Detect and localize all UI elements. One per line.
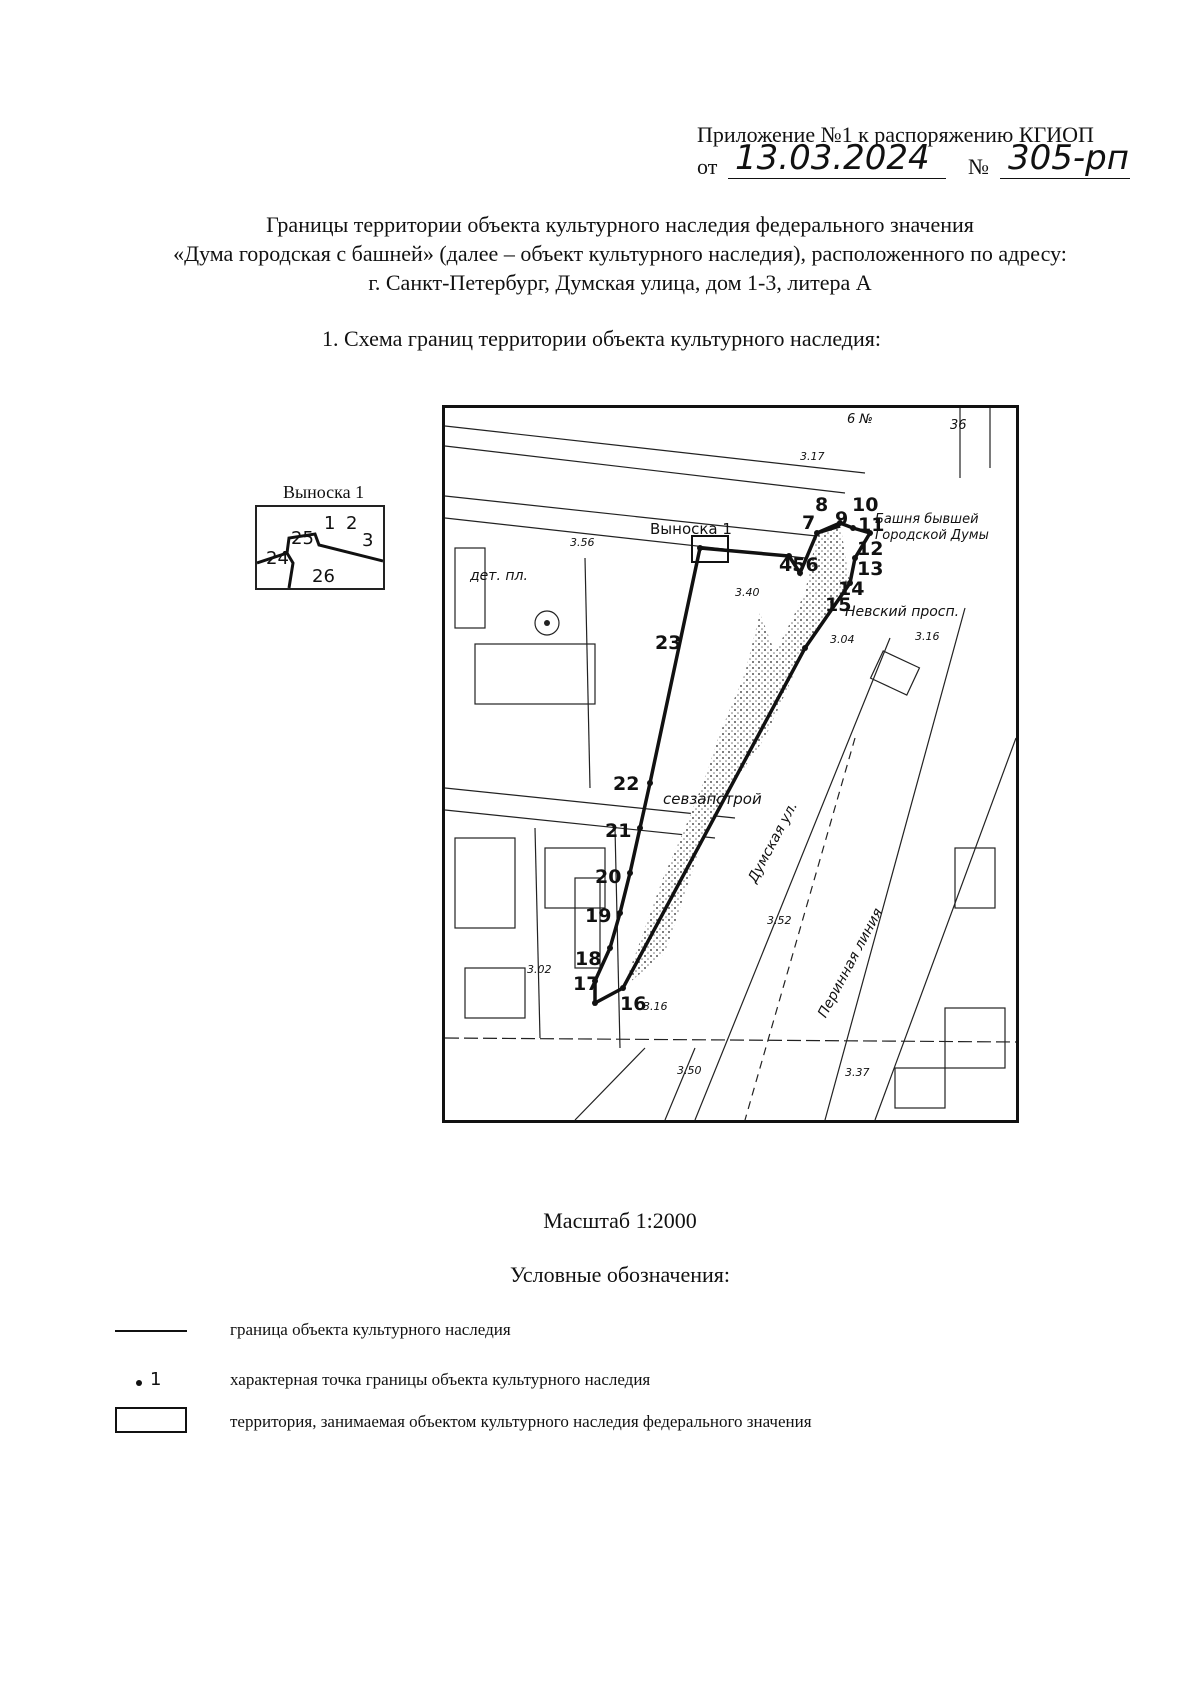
callout-point-25: 25	[291, 528, 314, 549]
map-point-13: 13	[857, 558, 884, 580]
map-point-23: 23	[655, 632, 682, 654]
map-point-16: 16	[620, 993, 647, 1015]
house-36: 36	[950, 418, 967, 433]
title-line-3: г. Санкт-Петербург, Думская улица, дом 1-3, литера А	[368, 270, 872, 295]
height-mark-2: 3.56	[570, 536, 595, 549]
map-scale: Масштаб 1:2000	[543, 1208, 697, 1233]
callout-point-3: 3	[362, 530, 374, 551]
legend-point-label: 1	[150, 1369, 162, 1390]
callout-label: Выноска 1	[283, 482, 365, 502]
map-point-4-5-6	[779, 554, 819, 576]
order-number: 305-рп	[1008, 138, 1129, 178]
map-point-19: 19	[585, 905, 612, 927]
legend-item-point: характерная точка границы объекта культурного наследия	[230, 1370, 651, 1389]
appendix-title: Приложение №1 к распоряжению КГИОП	[697, 122, 1094, 147]
street-perinnaya: Перинная линия	[815, 905, 887, 1021]
map-point-22: 22	[613, 773, 640, 795]
map-point-4: 4	[779, 554, 793, 576]
callout-point-2: 2	[346, 513, 358, 534]
map-point-18: 18	[575, 948, 602, 970]
date-underline	[728, 178, 946, 179]
cadastral-map	[442, 405, 1019, 1123]
map-point-6: 6	[805, 554, 819, 576]
number-underline	[1000, 178, 1130, 179]
map-point-17: 17	[573, 973, 600, 995]
map-point-20: 20	[595, 866, 622, 888]
height-mark-9: 3.02	[527, 963, 552, 976]
legend-title: Условные обозначения:	[509, 1262, 731, 1287]
org-label: севзапстрой	[663, 790, 762, 808]
legend-point-symbol	[136, 1380, 142, 1386]
from-label: от	[697, 154, 718, 179]
callout-point-1: 1	[324, 513, 336, 534]
playground-label: дет. пл.	[470, 568, 528, 584]
map-point-12: 12	[857, 538, 884, 560]
tower-label: Башня бывшей Городской Думы	[875, 512, 989, 543]
map-point-11: 11	[858, 514, 885, 536]
street-nevsky: Невский просп.	[845, 604, 960, 620]
height-mark-7: 3.50	[677, 1064, 702, 1077]
callout-point-26: 26	[312, 566, 335, 587]
height-mark-3: 3.40	[735, 586, 760, 599]
map-point-9: 9	[835, 508, 849, 530]
map-point-7: 7	[802, 512, 816, 534]
callout-point-24: 24	[266, 548, 289, 569]
house-number: 6 №	[847, 412, 873, 427]
height-mark-8: 3.37	[845, 1066, 870, 1079]
legend-line-symbol	[115, 1330, 187, 1332]
height-mark-4: 3.04	[830, 633, 855, 646]
map-point-10: 10	[852, 494, 879, 516]
number-label: №	[968, 154, 989, 179]
height-mark-6: 3.52	[767, 914, 792, 927]
title-line-2: «Дума городская с башней» (далее – объект культурного наследия), расположенного по адресу:	[173, 241, 1067, 266]
map-point-8: 8	[815, 494, 829, 516]
legend-item-boundary: граница объекта культурного наследия	[230, 1320, 511, 1339]
street-dumskaya: Думская ул.	[745, 799, 801, 886]
section-heading: 1. Схема границ территории объекта культурного наследия:	[322, 326, 882, 351]
map-point-21: 21	[605, 820, 632, 842]
order-date: 13.03.2024	[735, 138, 930, 178]
map-callout-label: Выноска 1	[650, 520, 732, 538]
legend-box-symbol	[115, 1407, 187, 1433]
map-point-14: 14	[838, 578, 865, 600]
map-point-15: 15	[825, 594, 852, 616]
height-mark-1: 3.17	[800, 450, 825, 463]
map-point-5: 5	[792, 554, 806, 576]
legend-item-territory: территория, занимаемая объектом культурного наследия федерального значения	[230, 1412, 812, 1431]
height-mark-5: 3.16	[915, 630, 940, 643]
title-line-1: Границы территории объекта культурного наследия федерального значения	[266, 212, 974, 237]
height-mark-10: 3.16	[643, 1000, 668, 1013]
